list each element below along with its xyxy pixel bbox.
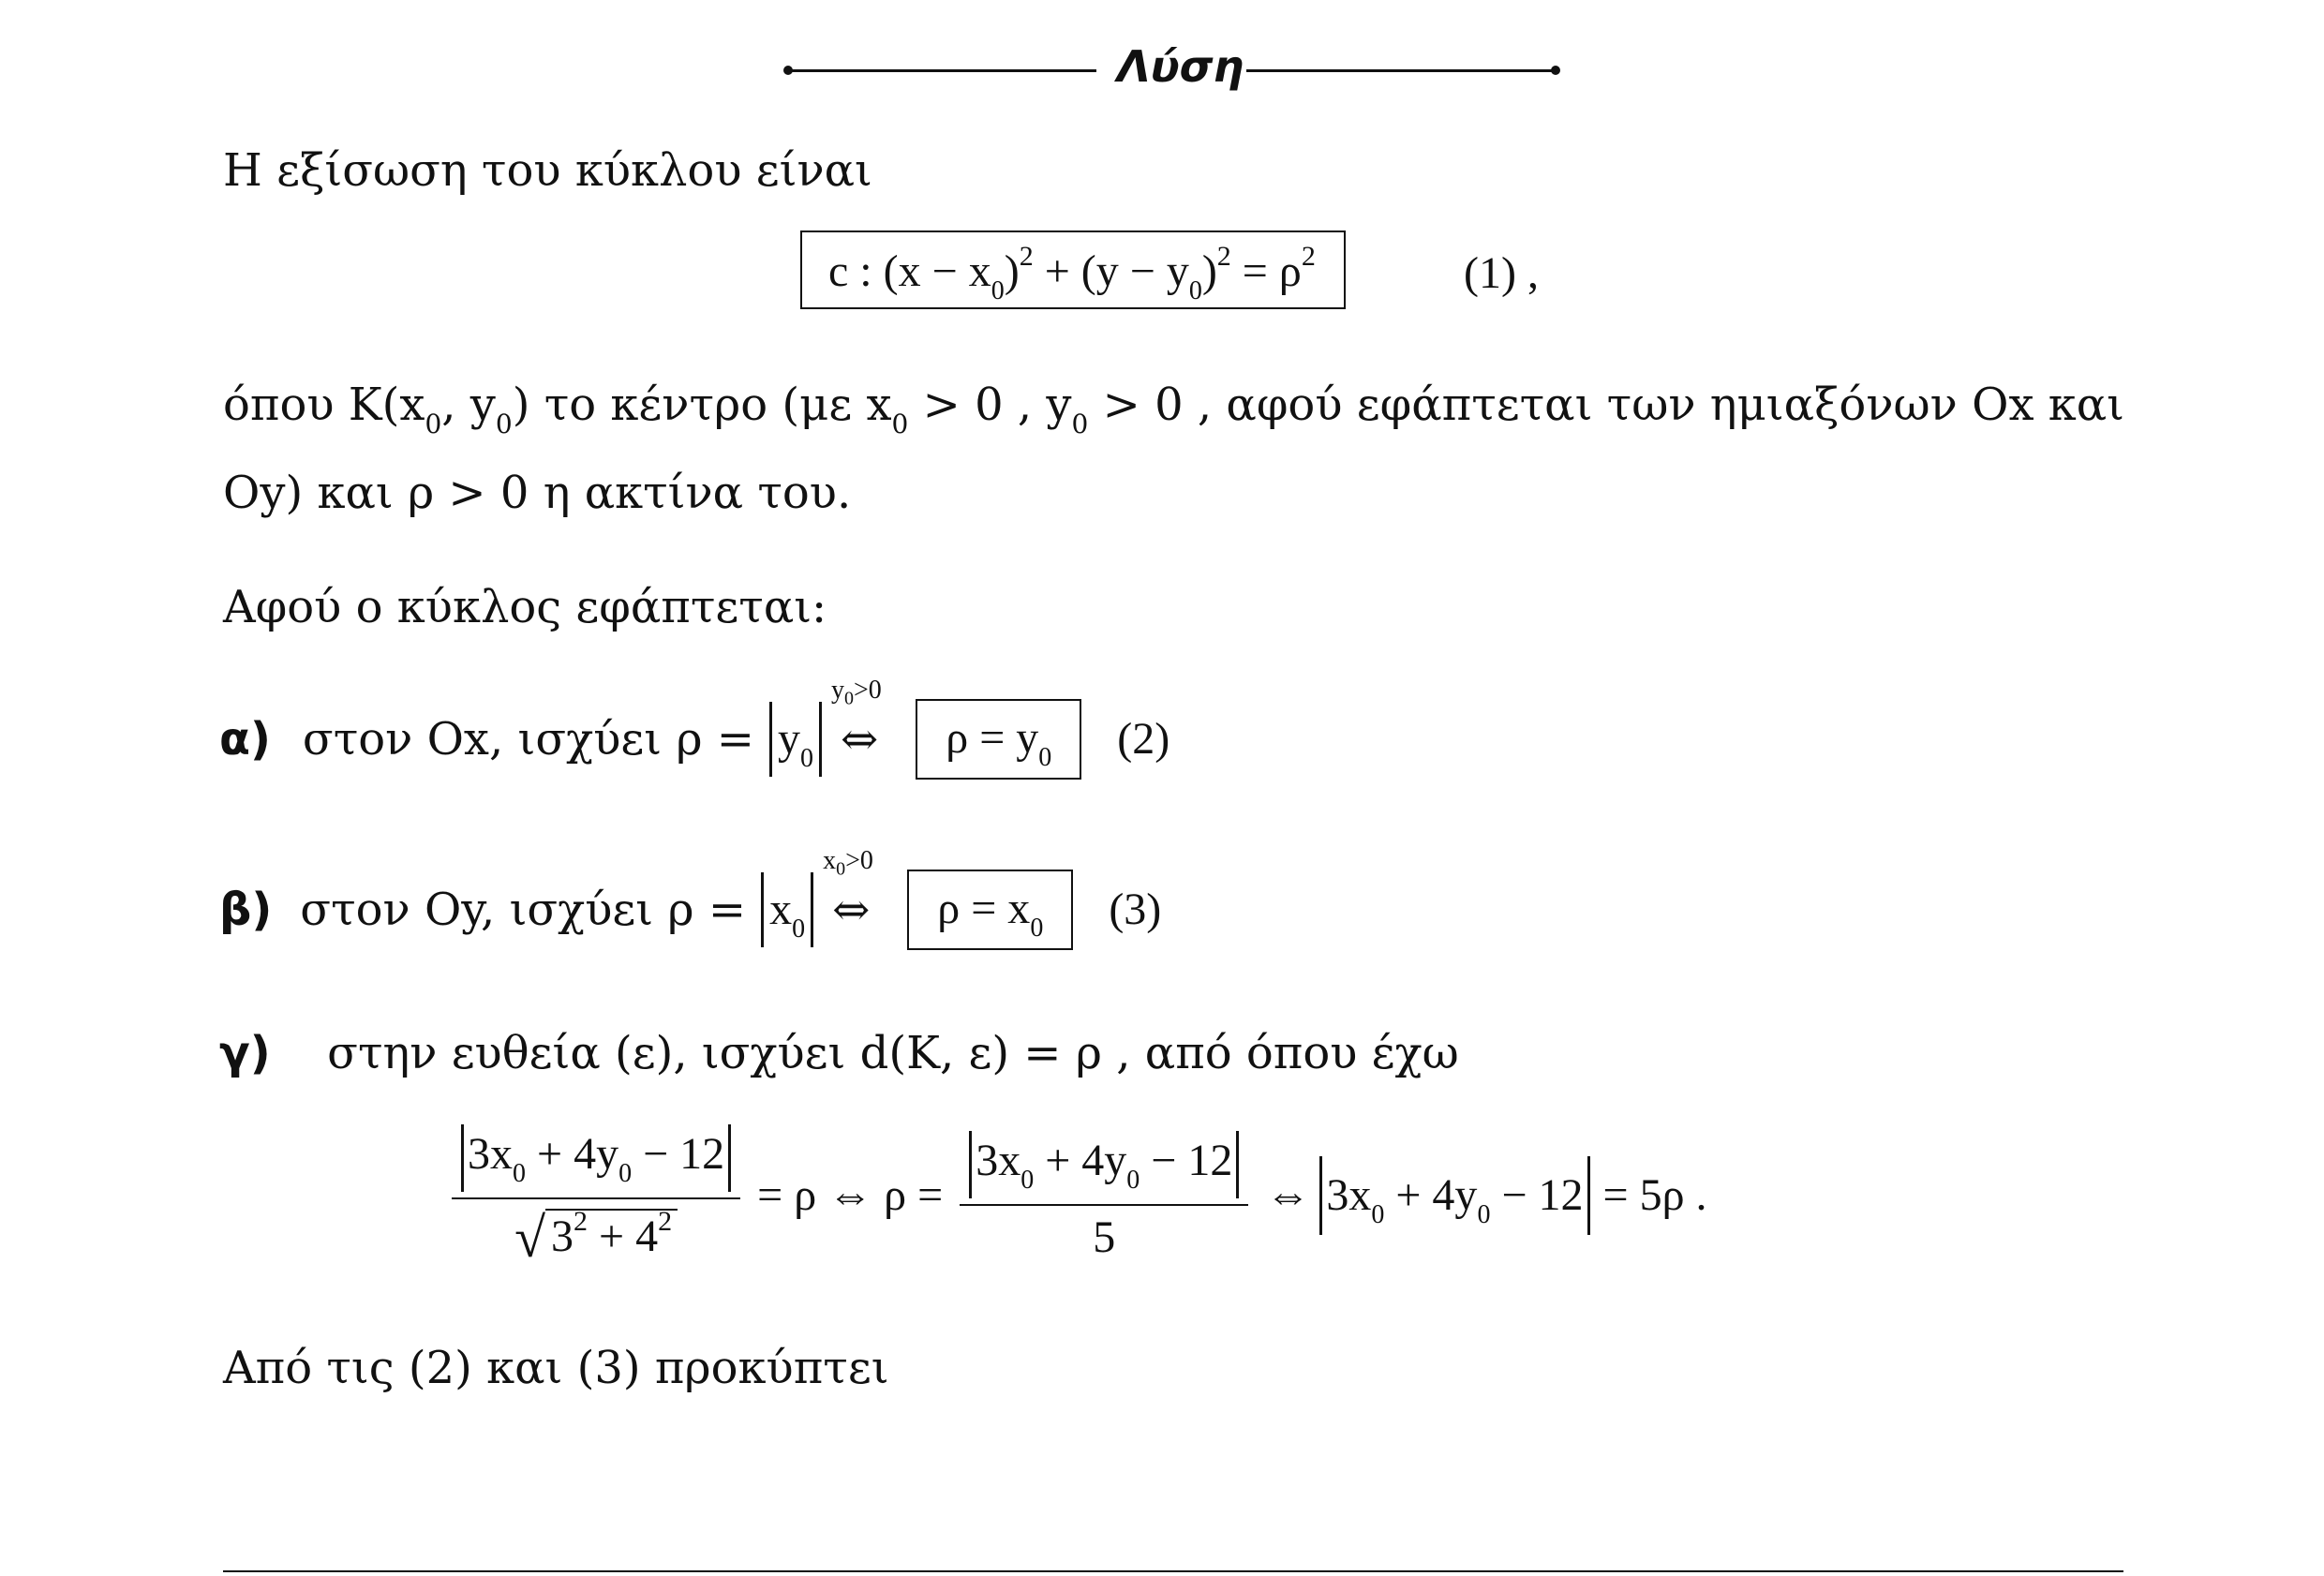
tangency-intro: Αφού ο κύκλος εφάπτεται: bbox=[223, 581, 827, 633]
footer-rule bbox=[223, 1570, 2123, 1572]
case-b-text: στον Oy, ισχύει ρ = bbox=[300, 884, 747, 936]
case-a-result-box: $\rho = y_0$ bbox=[916, 699, 1081, 780]
iff-arrow: ⇔ bbox=[832, 884, 871, 936]
case-a-label: α) bbox=[219, 713, 271, 766]
case-a-condition: $y_0>0$ bbox=[831, 676, 882, 709]
distance-equation: $\frac{3x_0 + 4y_0 - 12}{√ 3^2 + 4^2}$ = ρ ⇔ ρ = $\frac{3x_0 + 4y_0 - 12}{5}$ ⇔ $3x_0 + 4y_0 - 12$ = 5ρ . bbox=[452, 1124, 1707, 1266]
iff-arrow: ⇔ bbox=[1265, 1169, 1311, 1220]
abs-bar bbox=[728, 1124, 731, 1192]
fraction-distance: $\frac{3x_0 + 4y_0 - 12}{√ 3^2 + 4^2}$ bbox=[452, 1124, 740, 1266]
circle-equation-box: c : $(x - x_0)^2 + (y - y_0)^2 = \rho^2$ bbox=[800, 230, 1346, 309]
abs-bar bbox=[1587, 1156, 1590, 1235]
heading-rule-right bbox=[1246, 69, 1556, 72]
equation-tag-1: (1) , bbox=[1464, 248, 1539, 298]
heading-rule-right-dot bbox=[1551, 66, 1560, 75]
iff-arrow: ⇔ bbox=[841, 713, 879, 766]
fraction-over-five: $\frac{3x_0 + 4y_0 - 12}{5}$ bbox=[960, 1131, 1248, 1260]
case-b-label: β) bbox=[219, 884, 273, 936]
definition-line-2: Oy) και ρ > 0 η ακτίνα του. bbox=[223, 467, 852, 519]
definition-line-1: όπου $K(x_0$, $y_0$) το κέντρο (με $x_0 > 0$ , $y_0 > 0$ , αφού εφάπτεται των ημιαξόνων Ox και bbox=[223, 379, 2124, 439]
case-c-label: γ) bbox=[219, 1027, 271, 1079]
abs-bar bbox=[819, 702, 822, 777]
equation-tag-3: (3) bbox=[1109, 885, 1162, 934]
case-a-line: α) στον Ox, ισχύει ρ = $y_0$ $y_0>0$ ⇔ $\rho = y_0$ (2) bbox=[219, 697, 1169, 781]
equals-five-rho: = 5ρ . bbox=[1602, 1169, 1707, 1220]
section-heading: Λύση bbox=[1117, 41, 1244, 92]
abs-bar bbox=[1236, 1131, 1239, 1198]
equation-tag-2: (2) bbox=[1117, 714, 1170, 764]
heading-rule-left bbox=[787, 69, 1096, 72]
case-c-line bbox=[219, 1027, 1459, 1079]
intro-text: Η εξίσωση του κύκλου είναι bbox=[223, 144, 872, 197]
case-c-text: στην ευθεία (ε), ισχύει d(K, ε) = ρ , από όπου έχω bbox=[327, 1027, 1459, 1079]
sqrt-sign: √ bbox=[514, 1207, 545, 1269]
equals-rho-iff: = ρ ⇔ ρ = bbox=[757, 1169, 944, 1220]
case-b-line: β) στον Oy, ισχύει ρ = $x_0$ $x_0>0$ ⇔ $\rho = x_0$ (3) bbox=[219, 868, 1161, 952]
sqrt-radicand: $3^2 + 4^2$ bbox=[545, 1209, 678, 1259]
case-b-condition: $x_0>0$ bbox=[823, 846, 873, 880]
case-b-result-box: $\rho = x_0$ bbox=[907, 870, 1073, 950]
conclusion-text: Από τις (2) και (3) προκύπτει bbox=[223, 1342, 889, 1394]
case-a-text: στον Ox, ισχύει ρ = bbox=[302, 713, 755, 766]
abs-bar bbox=[811, 872, 813, 947]
